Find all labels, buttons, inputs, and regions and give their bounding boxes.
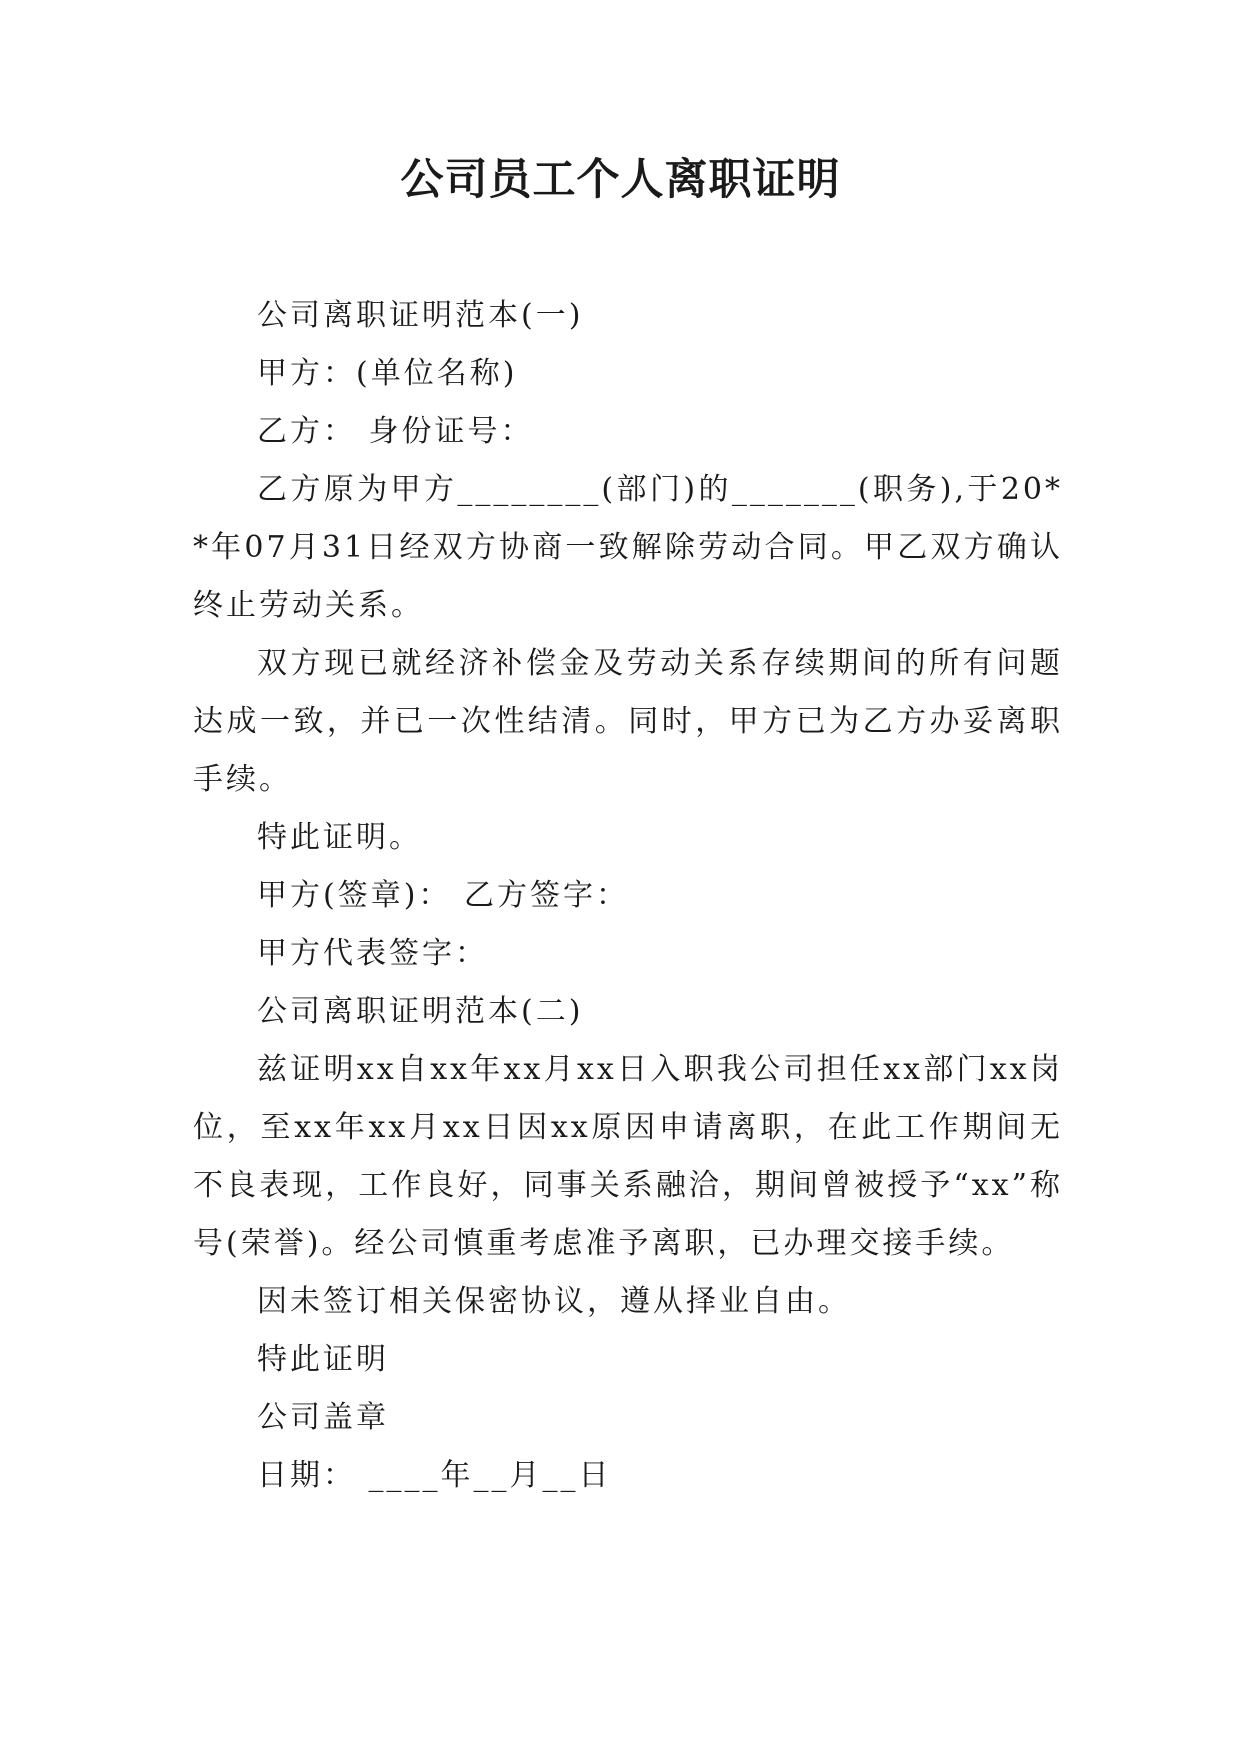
section-heading-sample-2: 公司离职证明范本(二) — [257, 994, 584, 1029]
settlement-paragraph: 双方现已就经济补偿金及劳动关系存续期间的所有问题达成一致，并已一次性结清。同时，甲方已为乙方办妥离职手续。 — [193, 646, 1063, 797]
party-a-line: 甲方：(单位名称) — [257, 356, 518, 391]
party-b-line: 乙方： 身份证号： — [257, 414, 534, 449]
employment-certification-paragraph: 兹证明xx自xx年xx月xx日入职我公司担任xx部门xx岗位，至xx年xx月xx日因xx原因申请离职，在此工作期间无不良表现，工作良好，同事关系融洽，期间曾被授予“xx”称号(荣誉)。经公司慎重考虑准予离职，已办理交接手续。 — [193, 1052, 1063, 1261]
confidentiality-line: 因未签订相关保密协议，遵从择业自由。 — [257, 1284, 851, 1319]
contract-termination-paragraph: 乙方原为甲方________(部门)的_______(职务),于20**年07月31日经双方协商一致解除劳动合同。甲乙双方确认终止劳动关系。 — [193, 472, 1063, 623]
certification-line: 特此证明。 — [257, 820, 422, 855]
representative-signature-line: 甲方代表签字： — [257, 936, 488, 971]
document-title: 公司员工个人离职证明 — [400, 155, 841, 205]
signature-line: 甲方(签章)： 乙方签字： — [257, 878, 629, 913]
section-heading-sample-1: 公司离职证明范本(一) — [257, 298, 584, 333]
company-seal-line: 公司盖章 — [257, 1400, 389, 1435]
certification-line-2: 特此证明 — [257, 1342, 389, 1377]
date-line: 日期： ____年__月__日 — [257, 1458, 612, 1493]
document-body — [193, 287, 1063, 1505]
